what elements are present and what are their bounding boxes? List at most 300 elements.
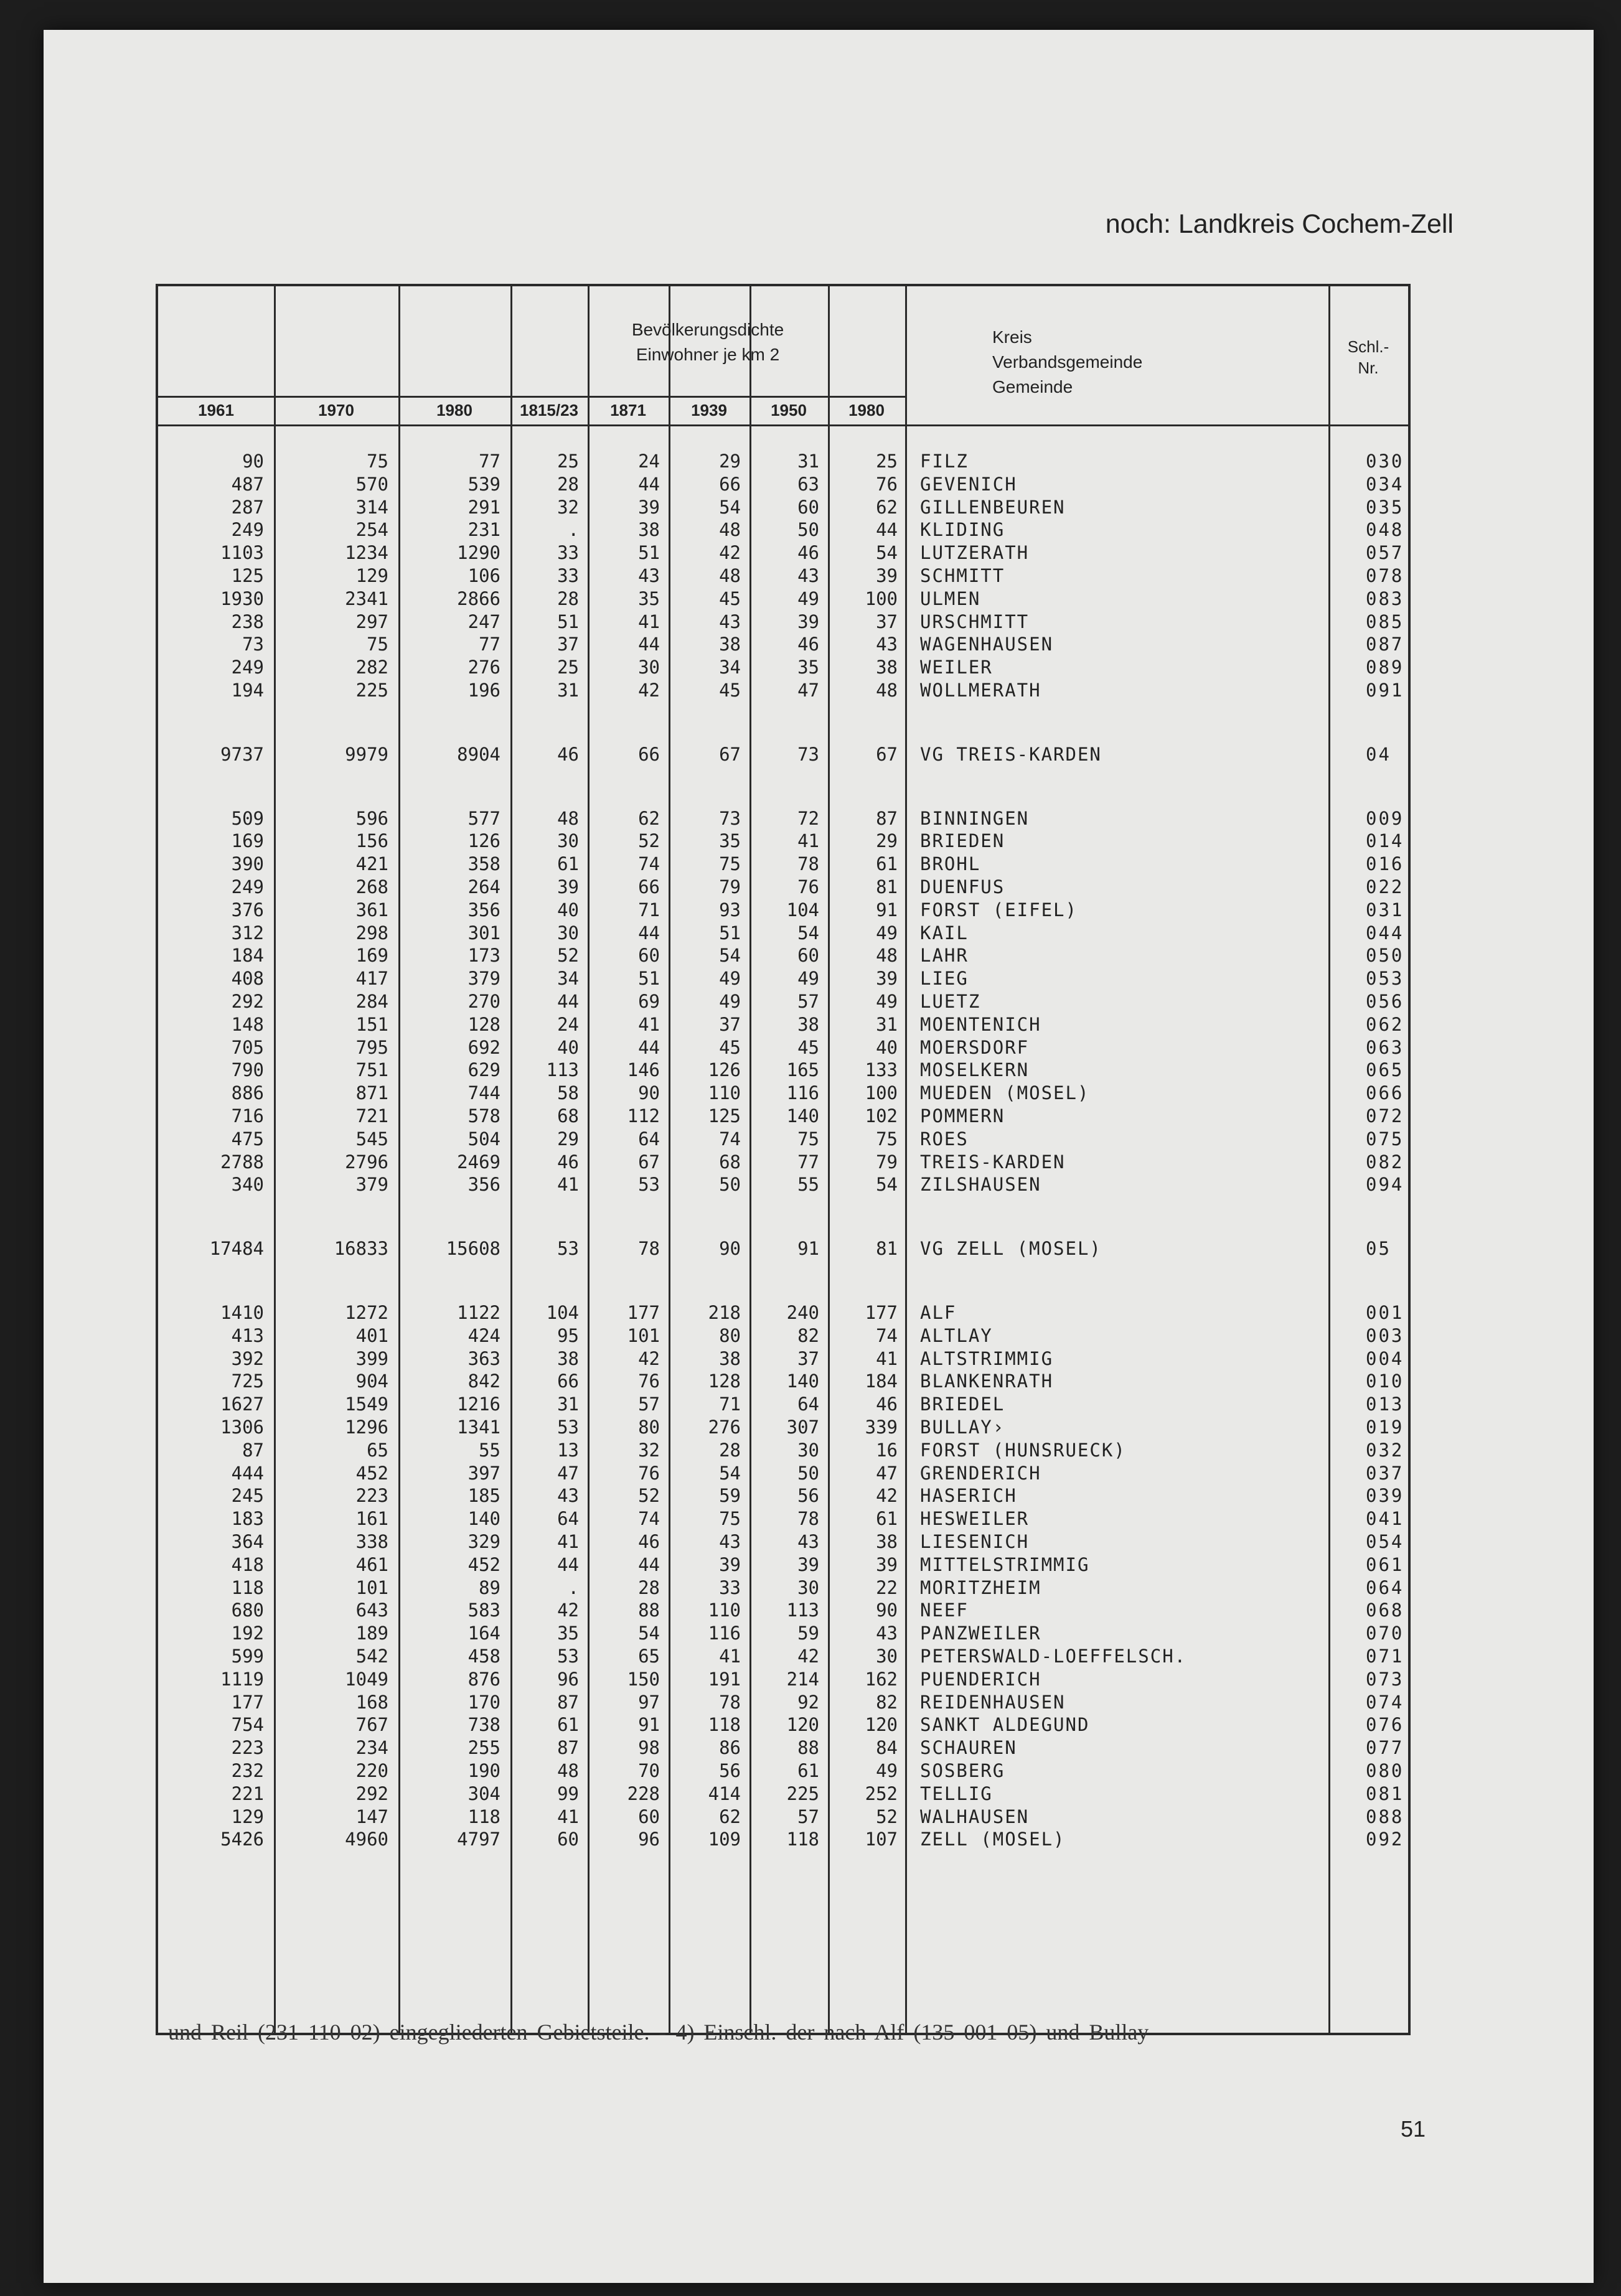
value-cell: 91	[797, 1238, 819, 1259]
value-cell: 339	[865, 1417, 898, 1438]
value-cell: 41	[638, 611, 660, 632]
municipality-name: LUETZ	[920, 991, 981, 1012]
value-cell: 1410	[220, 1302, 264, 1323]
value-cell: 790	[231, 1059, 264, 1080]
value-cell: 80	[638, 1417, 660, 1438]
value-cell: 46	[797, 542, 819, 563]
value-cell: 76	[638, 1371, 660, 1392]
key-number: 065	[1366, 1059, 1404, 1080]
table-row	[158, 1036, 1408, 1059]
value-cell: 232	[231, 1760, 264, 1781]
value-cell: 361	[355, 899, 388, 921]
value-cell: 30	[638, 657, 660, 678]
value-cell: 120	[865, 1714, 898, 1735]
value-cell: 249	[231, 876, 264, 897]
value-cell: 545	[355, 1128, 388, 1150]
municipality-name: NEEF	[920, 1600, 969, 1621]
value-cell: 401	[355, 1325, 388, 1346]
value-cell: 90	[638, 1082, 660, 1103]
key-number: 014	[1366, 830, 1404, 851]
municipality-name: MORITZHEIM	[920, 1577, 1041, 1598]
value-cell: 54	[797, 922, 819, 944]
value-cell: 45	[719, 1037, 741, 1058]
value-cell: 48	[557, 808, 579, 829]
municipality-name: VG TREIS-KARDEN	[920, 744, 1102, 765]
value-cell: 45	[719, 680, 741, 701]
table-row	[158, 472, 1408, 496]
value-cell: 43	[719, 1531, 741, 1552]
value-cell: 109	[708, 1829, 741, 1850]
value-cell: 475	[231, 1128, 264, 1150]
value-cell: 28	[719, 1440, 741, 1461]
value-cell: 126	[708, 1059, 741, 1080]
value-cell: 99	[557, 1783, 579, 1804]
key-number: 074	[1366, 1692, 1404, 1713]
value-cell: 871	[355, 1082, 388, 1103]
value-cell: 147	[355, 1806, 388, 1827]
value-cell: 91	[876, 899, 898, 921]
value-cell: 312	[231, 922, 264, 944]
value-cell: 62	[876, 497, 898, 518]
value-cell: 48	[876, 945, 898, 966]
table-row	[158, 1392, 1408, 1416]
value-cell: 9737	[220, 744, 264, 765]
table-row	[158, 541, 1408, 565]
value-cell: 1049	[345, 1669, 388, 1690]
value-cell: 1341	[457, 1417, 500, 1438]
value-cell: 169	[355, 945, 388, 966]
municipality-name: MITTELSTRIMMIG	[920, 1554, 1090, 1575]
value-cell: 120	[786, 1714, 819, 1735]
value-cell: 30	[797, 1577, 819, 1598]
municipality-name: VG ZELL (MOSEL)	[920, 1238, 1102, 1259]
value-cell: 65	[367, 1440, 388, 1461]
value-cell: 64	[557, 1508, 579, 1529]
value-cell: 128	[468, 1014, 500, 1035]
municipality-name: DUENFUS	[920, 876, 1005, 897]
value-cell: 54	[719, 1463, 741, 1484]
value-cell: 30	[557, 922, 579, 944]
value-cell: 421	[355, 853, 388, 874]
value-cell: 1234	[345, 542, 388, 563]
value-cell: 24	[557, 1014, 579, 1035]
nr-label: Nr.	[1358, 358, 1379, 377]
municipality-name: FORST (EIFEL)	[920, 899, 1078, 921]
key-number: 050	[1366, 945, 1404, 966]
value-cell: 390	[231, 853, 264, 874]
value-cell: 292	[231, 991, 264, 1012]
value-cell: 39	[876, 968, 898, 989]
value-cell: 52	[876, 1806, 898, 1827]
kreis-header	[905, 325, 1328, 400]
municipality-name: SANKT ALDEGUND	[920, 1714, 1090, 1735]
value-cell: 54	[719, 497, 741, 518]
column-header: 1950	[771, 401, 807, 419]
value-cell: 104	[786, 899, 819, 921]
value-cell: 61	[557, 1714, 579, 1735]
value-cell: 41	[719, 1646, 741, 1667]
value-cell: 75	[367, 451, 388, 472]
key-number: 022	[1366, 876, 1404, 897]
value-cell: 53	[557, 1417, 579, 1438]
value-cell: 38	[719, 1348, 741, 1369]
value-cell: 751	[355, 1059, 388, 1080]
value-cell: 56	[797, 1485, 819, 1506]
value-cell: 161	[355, 1508, 388, 1529]
value-cell: 254	[355, 519, 388, 540]
key-number: 089	[1366, 657, 1404, 678]
value-cell: 31	[557, 1394, 579, 1415]
table-row	[158, 807, 1408, 830]
value-cell: 487	[231, 474, 264, 495]
key-number: 048	[1366, 519, 1404, 540]
value-cell: 51	[638, 968, 660, 989]
municipality-name: TELLIG	[920, 1783, 993, 1804]
table-row	[158, 898, 1408, 922]
value-cell: 125	[708, 1105, 741, 1127]
value-cell: 39	[876, 565, 898, 586]
value-cell: 54	[719, 945, 741, 966]
value-cell: 126	[468, 830, 500, 851]
key-number: 044	[1366, 922, 1404, 944]
key-number: 054	[1366, 1531, 1404, 1552]
key-number: 030	[1366, 451, 1404, 472]
value-cell: 35	[797, 657, 819, 678]
value-cell: .	[568, 1577, 579, 1598]
value-cell: 408	[231, 968, 264, 989]
value-cell: 80	[719, 1325, 741, 1346]
value-cell: 249	[231, 519, 264, 540]
value-cell: 38	[557, 1348, 579, 1369]
municipality-name: ULMEN	[920, 588, 981, 609]
value-cell: 52	[638, 830, 660, 851]
value-cell: 189	[355, 1623, 388, 1644]
value-cell: 46	[557, 1151, 579, 1173]
key-number: 001	[1366, 1302, 1404, 1323]
value-cell: 148	[231, 1014, 264, 1035]
value-cell: 52	[638, 1485, 660, 1506]
value-cell: 38	[876, 657, 898, 678]
value-cell: 28	[557, 474, 579, 495]
value-cell: 716	[231, 1105, 264, 1127]
value-cell: 74	[719, 1128, 741, 1150]
value-cell: 38	[638, 519, 660, 540]
value-cell: 98	[638, 1737, 660, 1758]
value-cell: 75	[876, 1128, 898, 1150]
value-cell: 67	[876, 744, 898, 765]
key-number: 04	[1366, 744, 1391, 765]
value-cell: 358	[468, 853, 500, 874]
key-number: 041	[1366, 1508, 1404, 1529]
value-cell: 245	[231, 1485, 264, 1506]
municipality-name: MOSELKERN	[920, 1059, 1030, 1080]
municipality-name: BRIEDEN	[920, 830, 1005, 851]
value-cell: 842	[468, 1371, 500, 1392]
value-cell: 177	[231, 1692, 264, 1713]
value-cell: 87	[242, 1440, 264, 1461]
value-cell: 705	[231, 1037, 264, 1058]
key-number: 088	[1366, 1806, 1404, 1827]
municipality-name: SCHAUREN	[920, 1737, 1017, 1758]
value-cell: 37	[876, 611, 898, 632]
value-cell: 379	[355, 1174, 388, 1195]
value-cell: 399	[355, 1348, 388, 1369]
table-row	[158, 1690, 1408, 1714]
table-row	[158, 1081, 1408, 1105]
column-header: 1815/23	[520, 401, 578, 419]
value-cell: 49	[797, 588, 819, 609]
value-cell: 75	[367, 634, 388, 655]
value-cell: 284	[355, 991, 388, 1012]
value-cell: 140	[786, 1105, 819, 1127]
value-cell: 33	[557, 565, 579, 586]
value-cell: 84	[876, 1737, 898, 1758]
value-cell: 41	[557, 1806, 579, 1827]
value-cell: 379	[468, 968, 500, 989]
municipality-name: MUEDEN (MOSEL)	[920, 1082, 1090, 1103]
value-cell: 392	[231, 1348, 264, 1369]
municipality-name: BULLAY›	[920, 1417, 1005, 1438]
value-cell: 60	[797, 945, 819, 966]
value-cell: 55	[479, 1440, 500, 1461]
value-cell: 125	[231, 565, 264, 586]
table-row	[158, 1713, 1408, 1736]
key-number: 092	[1366, 1829, 1404, 1850]
value-cell: 886	[231, 1082, 264, 1103]
value-cell: 4797	[457, 1829, 500, 1850]
value-cell: 297	[355, 611, 388, 632]
value-cell: 2469	[457, 1151, 500, 1173]
value-cell: 307	[786, 1417, 819, 1438]
value-cell: 77	[797, 1151, 819, 1173]
table-row	[158, 1827, 1408, 1851]
value-cell: 39	[797, 611, 819, 632]
value-cell: 33	[719, 1577, 741, 1598]
key-number: 009	[1366, 808, 1404, 829]
table-row	[158, 655, 1408, 679]
value-cell: 118	[468, 1806, 500, 1827]
key-number: 010	[1366, 1371, 1404, 1392]
table-row	[158, 1150, 1408, 1174]
value-cell: 301	[468, 922, 500, 944]
value-cell: 90	[876, 1600, 898, 1621]
value-cell: 66	[638, 744, 660, 765]
value-cell: 54	[876, 1174, 898, 1195]
key-number: 087	[1366, 634, 1404, 655]
value-cell: 71	[638, 899, 660, 921]
municipality-name: ROES	[920, 1128, 969, 1150]
key-number: 032	[1366, 1440, 1404, 1461]
value-cell: 16833	[334, 1238, 388, 1259]
key-number: 062	[1366, 1014, 1404, 1035]
value-cell: 74	[638, 853, 660, 874]
value-cell: 68	[719, 1151, 741, 1173]
table-row	[158, 1576, 1408, 1600]
municipality-name: REIDENHAUSEN	[920, 1692, 1066, 1713]
value-cell: 96	[557, 1669, 579, 1690]
value-cell: 40	[557, 1037, 579, 1058]
value-cell: 78	[638, 1238, 660, 1259]
key-number: 078	[1366, 565, 1404, 586]
value-cell: 57	[797, 1806, 819, 1827]
value-cell: 577	[468, 808, 500, 829]
value-cell: 82	[876, 1692, 898, 1713]
key-number: 037	[1366, 1463, 1404, 1484]
value-cell: 41	[557, 1531, 579, 1552]
value-cell: 67	[638, 1151, 660, 1173]
key-number: 057	[1366, 542, 1404, 563]
value-cell: 225	[786, 1783, 819, 1804]
value-cell: 238	[231, 611, 264, 632]
key-number: 085	[1366, 611, 1404, 632]
value-cell: 75	[719, 1508, 741, 1529]
value-cell: 49	[876, 991, 898, 1012]
value-cell: 28	[557, 588, 579, 609]
value-cell: 77	[479, 451, 500, 472]
value-cell: 73	[797, 744, 819, 765]
table-row	[158, 1644, 1408, 1668]
value-cell: 129	[355, 565, 388, 586]
value-cell: 54	[638, 1623, 660, 1644]
value-cell: 63	[797, 474, 819, 495]
value-cell: 1122	[457, 1302, 500, 1323]
column-header: 1961	[198, 401, 234, 419]
value-cell: 62	[638, 808, 660, 829]
value-cell: 60	[797, 497, 819, 518]
value-cell: 2866	[457, 588, 500, 609]
municipality-name: PUENDERICH	[920, 1669, 1041, 1690]
key-number: 071	[1366, 1646, 1404, 1667]
key-number: 05	[1366, 1238, 1391, 1259]
value-cell: 66	[719, 474, 741, 495]
value-cell: 599	[231, 1646, 264, 1667]
key-number: 019	[1366, 1417, 1404, 1438]
value-cell: 61	[557, 853, 579, 874]
value-cell: 9979	[345, 744, 388, 765]
value-cell: 282	[355, 657, 388, 678]
key-number: 081	[1366, 1783, 1404, 1804]
value-cell: 64	[638, 1128, 660, 1150]
value-cell: 44	[638, 634, 660, 655]
table-row	[158, 1104, 1408, 1128]
value-cell: 214	[786, 1669, 819, 1690]
value-cell: 41	[876, 1348, 898, 1369]
value-cell: 106	[468, 565, 500, 586]
value-cell: 30	[797, 1440, 819, 1461]
value-cell: 87	[557, 1737, 579, 1758]
value-cell: 51	[719, 922, 741, 944]
table-row	[158, 1013, 1408, 1036]
value-cell: 37	[719, 1014, 741, 1035]
table-row	[158, 678, 1408, 702]
value-cell: 76	[876, 474, 898, 495]
value-cell: 298	[355, 922, 388, 944]
value-cell: 29	[876, 830, 898, 851]
value-cell: 62	[719, 1806, 741, 1827]
value-cell: 68	[557, 1105, 579, 1127]
key-number: 082	[1366, 1151, 1404, 1173]
value-cell: 61	[876, 1508, 898, 1529]
value-cell: 87	[557, 1692, 579, 1713]
table-row	[158, 1237, 1408, 1260]
value-cell: 48	[557, 1760, 579, 1781]
municipality-name: ZELL (MOSEL)	[920, 1829, 1066, 1850]
value-cell: 31	[797, 451, 819, 472]
value-cell: 66	[638, 876, 660, 897]
value-cell: 692	[468, 1037, 500, 1058]
value-cell: 113	[546, 1059, 579, 1080]
value-cell: 247	[468, 611, 500, 632]
value-cell: 629	[468, 1059, 500, 1080]
value-cell: 140	[786, 1371, 819, 1392]
value-cell: 37	[557, 634, 579, 655]
value-cell: 191	[708, 1669, 741, 1690]
value-cell: 234	[355, 1737, 388, 1758]
column-header: 1871	[610, 401, 646, 419]
value-cell: 190	[468, 1760, 500, 1781]
footnote: und Reil (231 110 02) eingegliederten Gebietsteile. - 4) Einschl. der nach Alf (135 001 05) und Bullay	[168, 2020, 1149, 2045]
value-cell: 340	[231, 1174, 264, 1195]
key-number: 072	[1366, 1105, 1404, 1127]
table-row	[158, 1598, 1408, 1622]
column-header: 1980	[848, 401, 885, 419]
value-cell: 49	[719, 991, 741, 1012]
table-row	[158, 1553, 1408, 1577]
table-row	[158, 1173, 1408, 1196]
table-row	[158, 743, 1408, 766]
key-number: 070	[1366, 1623, 1404, 1644]
value-cell: 61	[876, 853, 898, 874]
value-cell: 767	[355, 1714, 388, 1735]
value-cell: 140	[468, 1508, 500, 1529]
value-cell: 78	[719, 1692, 741, 1713]
value-cell: 578	[468, 1105, 500, 1127]
table-row	[158, 1805, 1408, 1829]
value-cell: 75	[719, 853, 741, 874]
value-cell: 424	[468, 1325, 500, 1346]
table-row	[158, 1415, 1408, 1439]
value-cell: 101	[627, 1325, 660, 1346]
municipality-name: BROHL	[920, 853, 981, 874]
value-cell: 2796	[345, 1151, 388, 1173]
value-cell: 39	[638, 497, 660, 518]
value-cell: 539	[468, 474, 500, 495]
value-cell: 1290	[457, 542, 500, 563]
municipality-name: HASERICH	[920, 1485, 1017, 1506]
value-cell: 47	[557, 1463, 579, 1484]
value-cell: 40	[876, 1037, 898, 1058]
value-cell: 165	[786, 1059, 819, 1080]
value-cell: 356	[468, 1174, 500, 1195]
value-cell: 150	[627, 1669, 660, 1690]
key-number: 064	[1366, 1577, 1404, 1598]
value-cell: 107	[865, 1829, 898, 1850]
key-number: 094	[1366, 1174, 1404, 1195]
value-cell: 59	[719, 1485, 741, 1506]
municipality-name: BLANKENRATH	[920, 1371, 1054, 1392]
table-row	[158, 1058, 1408, 1082]
value-cell: 292	[355, 1783, 388, 1804]
value-cell: 32	[638, 1440, 660, 1461]
density-title-line2: Einwohner je km 2	[636, 345, 780, 364]
table-row	[158, 1530, 1408, 1553]
municipality-name: LAHR	[920, 945, 969, 966]
value-cell: 54	[876, 542, 898, 563]
value-cell: 34	[719, 657, 741, 678]
value-cell: 92	[797, 1692, 819, 1713]
value-cell: 87	[876, 808, 898, 829]
value-cell: 100	[865, 588, 898, 609]
